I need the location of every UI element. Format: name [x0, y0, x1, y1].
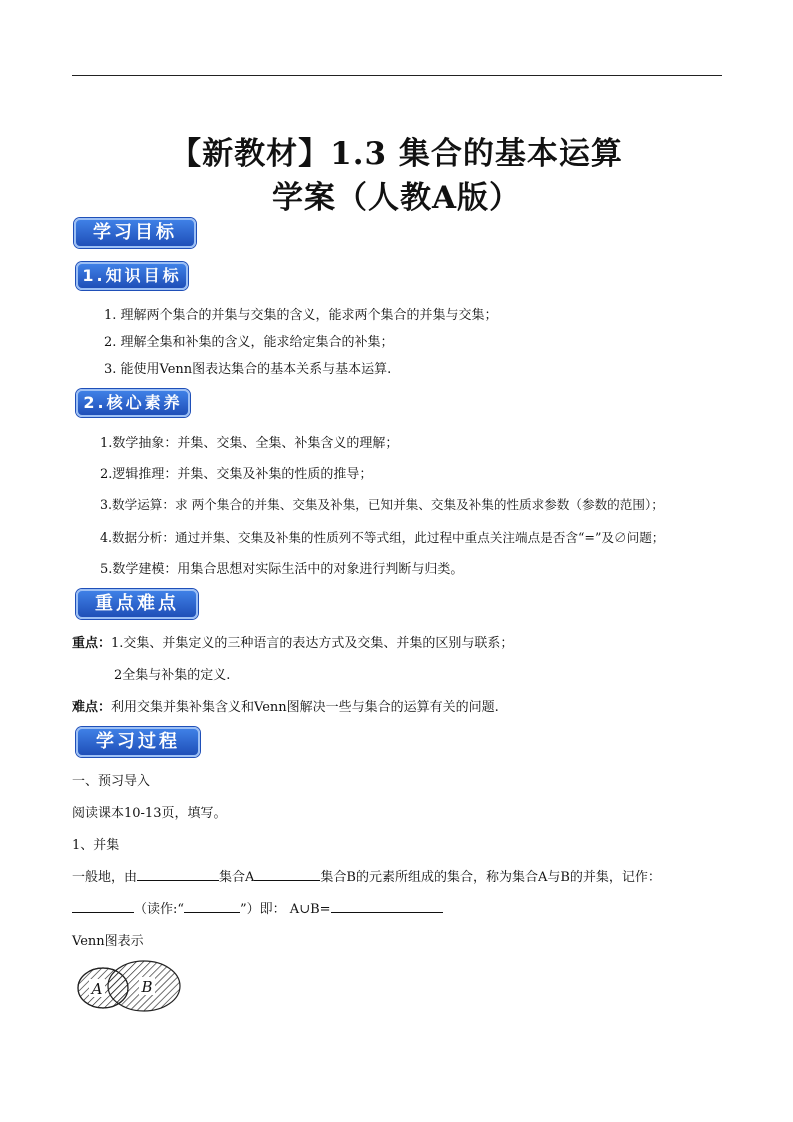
venn-label: Venn图表示	[72, 934, 144, 949]
union-definition	[72, 866, 661, 885]
literacy-goal-5: 5.数学建模：用集合思想对实际生活中的对象进行判断与归类。	[100, 562, 464, 577]
difficult-label: 难点：	[72, 700, 112, 715]
fill-blank-set[interactable]	[331, 912, 443, 913]
key-label: 重点：	[72, 636, 112, 651]
difficult-text: 利用交集并集补集含义和Venn图解决一些与集合的运算有关的问题.	[111, 700, 499, 715]
literacy-goal-3: 3.数学运算：求 两个集合的并集、交集及补集，已知并集、交集及补集的性质求参数（参数的范围）；	[100, 497, 664, 512]
literacy-goal-2: 2.逻辑推理：并集、交集及补集的性质的推导；	[100, 467, 373, 482]
section-badge-objectives: 学习目标	[74, 218, 196, 248]
header-rule	[72, 75, 722, 76]
fill-blank-notation[interactable]	[72, 912, 134, 913]
union-def-text-b: 集合A	[219, 870, 255, 885]
fill-blank-reading[interactable]	[184, 912, 240, 913]
union-heading: 1、并集	[72, 838, 120, 853]
union-read-text-a: （读作:“	[134, 902, 185, 917]
venn-label-b: B	[141, 978, 153, 996]
preview-heading: 一、预习导入	[72, 774, 151, 789]
union-def-text-a: 一般地，由	[72, 870, 138, 885]
page-subtitle: 学案（人教A版）	[271, 180, 522, 216]
union-read-text-b: ”）即： A∪B=	[240, 902, 331, 917]
section-badge-key-points: 重点难点	[76, 589, 198, 619]
fill-blank-2[interactable]	[254, 880, 320, 881]
section-badge-process: 学习过程	[76, 727, 200, 757]
union-def-text-c: 集合B的元素所组成的集合，称为集合A与B的并集，记作：	[320, 870, 661, 885]
venn-diagram-union	[76, 958, 186, 1014]
key-text-1: 1.交集、并集定义的三种语言的表达方式及交集、并集的区别与联系；	[111, 636, 514, 651]
literacy-goal-4: 4.数据分析：通过并集、交集及补集的性质列不等式组，此过程中重点关注端点是否含“=”及∅问题；	[100, 530, 665, 545]
fill-blank-1[interactable]	[137, 880, 219, 881]
key-point-line-2: 2全集与补集的定义.	[114, 668, 231, 683]
literacy-goal-1: 1.数学抽象：并集、交集、全集、补集含义的理解；	[100, 436, 399, 451]
difficult-point-line	[72, 696, 499, 715]
knowledge-goal-3: 3. 能使用Venn图表达集合的基本关系与基本运算.	[104, 362, 392, 377]
knowledge-goal-2: 2. 理解全集和补集的含义，能求给定集合的补集；	[104, 335, 394, 350]
knowledge-goal-1: 1. 理解两个集合的并集与交集的含义，能求两个集合的并集与交集；	[104, 308, 498, 323]
key-point-line-1	[72, 632, 513, 651]
reading-instruction: 阅读课本10-13页，填写。	[72, 806, 227, 821]
section-badge-knowledge: 1.知识目标	[76, 262, 188, 290]
union-notation	[72, 898, 443, 917]
venn-label-a: A	[91, 980, 103, 998]
page-title: 【新教材】1.3 集合的基本运算	[170, 136, 623, 172]
section-badge-literacy: 2.核心素养	[76, 389, 190, 417]
